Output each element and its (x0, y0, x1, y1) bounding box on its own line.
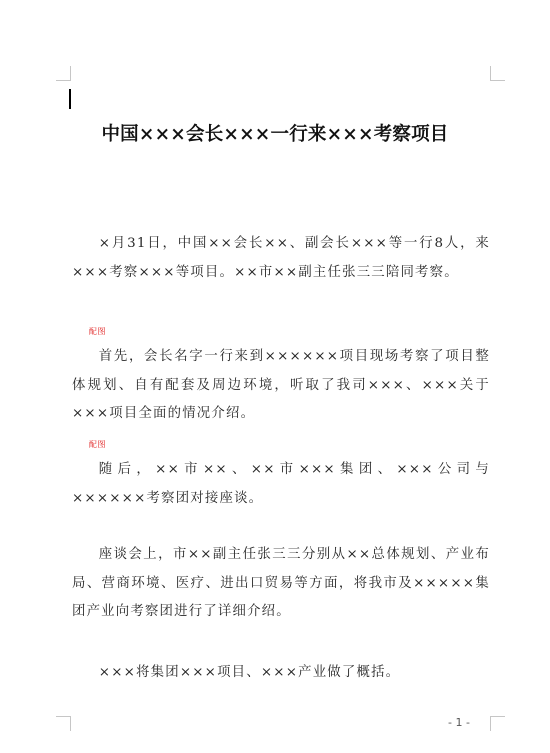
image-placeholder-label-2: 配图 (89, 440, 106, 449)
paragraph-1[interactable]: ×月31日，中国××会长××、副会长×××等一行8人，来×××考察×××等项目。××市××副主任张三三陪同考察。 (72, 236, 490, 280)
paragraph-3[interactable]: 随后，××市××、××市×××集团、×××公司与××××××考察团对接座谈。 (72, 462, 490, 506)
margin-corner-top-left (56, 66, 71, 81)
margin-corner-bottom-right (490, 716, 505, 731)
paragraph-4[interactable]: 座谈会上，市××副主任张三三分别从××总体规划、产业布局、营商环境、医疗、进出口贸易等方面，将我市及×××××集团产业向考察团进行了详细介绍。 (72, 547, 490, 619)
margin-corner-top-right (490, 66, 505, 81)
margin-corner-bottom-left (56, 716, 71, 731)
document-title[interactable]: 中国×××会长×××一行来×××考察项目 (101, 124, 449, 145)
image-placeholder-label-1: 配图 (89, 327, 106, 336)
paragraph-5[interactable]: ×××将集团×××项目、×××产业做了概括。 (98, 665, 401, 680)
page-number: - 1 - (448, 716, 470, 729)
paragraph-2[interactable]: 首先，会长名字一行来到××××××项目现场考察了项目整体规划、自有配套及周边环境，听取了我司×××、×××关于×××项目全面的情况介绍。 (72, 349, 490, 421)
text-cursor (69, 89, 71, 109)
